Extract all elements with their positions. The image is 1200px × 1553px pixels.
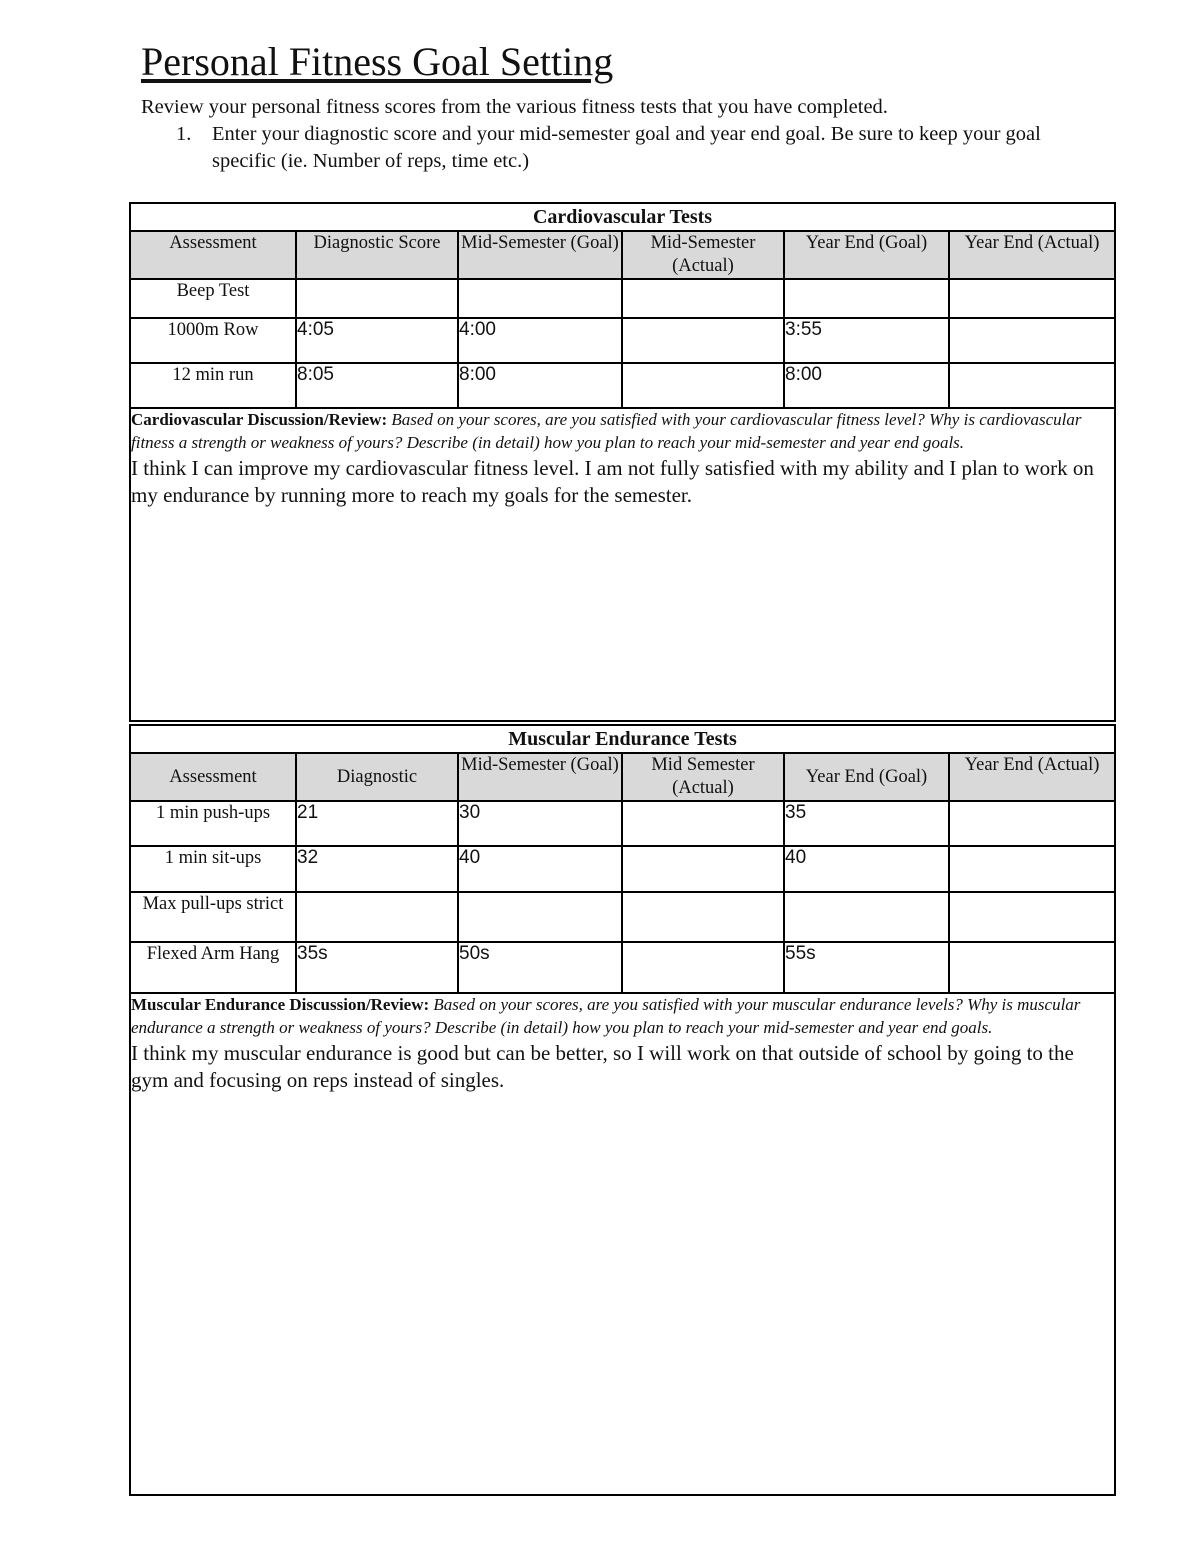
year-end-goal-field[interactable]: 35 xyxy=(784,801,949,846)
mid-goal-field[interactable]: 30 xyxy=(458,801,622,846)
mid-goal-field[interactable] xyxy=(458,279,622,318)
muscular-endurance-discussion[interactable] xyxy=(130,993,1115,1495)
assessment-label: 12 min run xyxy=(130,363,296,408)
assessment-label: Beep Test xyxy=(130,279,296,318)
cardiovascular-heading: Cardiovascular Tests xyxy=(130,203,1115,231)
mid-goal-field[interactable]: 4:00 xyxy=(458,318,622,363)
assessment-label: Flexed Arm Hang xyxy=(130,942,296,993)
column-header: Mid-Semester (Goal) xyxy=(458,231,622,279)
mid-goal-field[interactable]: 50s xyxy=(458,942,622,993)
discussion-answer: I think I can improve my cardiovascular fitness level. I am not fully satisfied with my ability and I plan to work on my endurance by running more to reach my goals for the semester. xyxy=(131,456,1094,507)
mid-goal-field[interactable]: 8:00 xyxy=(458,363,622,408)
assessment-label: 1000m Row xyxy=(130,318,296,363)
cardiovascular-table xyxy=(129,202,1116,722)
discussion-label: Cardiovascular Discussion/Review: xyxy=(131,410,388,429)
year-end-actual-field[interactable] xyxy=(949,846,1115,892)
discussion-question: Based on your scores, are you satisfied with your muscular endurance levels? Why is muscular endurance a strength or weakness of yours? Describe (in detail) how you plan to reach your mid-semester and year end goals. xyxy=(131,995,1081,1037)
year-end-actual-field[interactable] xyxy=(949,892,1115,942)
diagnostic-field[interactable]: 32 xyxy=(296,846,458,892)
diagnostic-field[interactable] xyxy=(296,892,458,942)
year-end-actual-field[interactable] xyxy=(949,801,1115,846)
year-end-goal-field[interactable]: 55s xyxy=(784,942,949,993)
column-header: Mid Semester (Actual) xyxy=(622,753,784,801)
mid-actual-field[interactable] xyxy=(622,892,784,942)
table-row xyxy=(130,279,1115,318)
mid-goal-field[interactable]: 40 xyxy=(458,846,622,892)
column-header: Diagnostic Score xyxy=(296,231,458,279)
table-row xyxy=(130,892,1115,942)
mid-actual-field[interactable] xyxy=(622,318,784,363)
year-end-goal-field[interactable]: 8:00 xyxy=(784,363,949,408)
diagnostic-field[interactable]: 21 xyxy=(296,801,458,846)
assessment-label: Max pull-ups strict xyxy=(130,892,296,942)
column-header: Mid-Semester (Goal) xyxy=(458,753,622,801)
assessment-label: 1 min push-ups xyxy=(130,801,296,846)
year-end-goal-field[interactable] xyxy=(784,892,949,942)
step-number: 1. xyxy=(176,123,192,145)
column-header: Year End (Goal) xyxy=(784,231,949,279)
mid-actual-field[interactable] xyxy=(622,942,784,993)
muscular-endurance-heading: Muscular Endurance Tests xyxy=(130,725,1115,753)
table-row xyxy=(130,846,1115,892)
discussion-prompt xyxy=(131,409,1114,454)
mid-actual-field[interactable] xyxy=(622,279,784,318)
column-header: Year End (Actual) xyxy=(949,231,1115,279)
diagnostic-field[interactable]: 35s xyxy=(296,942,458,993)
year-end-actual-field[interactable] xyxy=(949,942,1115,993)
column-header: Assessment xyxy=(130,753,296,801)
intro-text: Review your personal fitness scores from the various fitness tests that you have completed. xyxy=(141,96,888,118)
step-text: Enter your diagnostic score and your mid-semester goal and year end goal. Be sure to keep your goal specific (ie. Number of reps, time etc.) xyxy=(212,123,1041,172)
discussion-answer: I think my muscular endurance is good but can be better, so I will work on that outside of school by going to the gym and focusing on reps instead of singles. xyxy=(131,1041,1074,1092)
year-end-actual-field[interactable] xyxy=(949,363,1115,408)
column-header: Year End (Actual) xyxy=(949,753,1115,801)
mid-goal-field[interactable] xyxy=(458,892,622,942)
year-end-goal-field[interactable]: 3:55 xyxy=(784,318,949,363)
discussion-label: Muscular Endurance Discussion/Review: xyxy=(131,995,430,1014)
column-header: Mid-Semester (Actual) xyxy=(622,231,784,279)
year-end-actual-field[interactable] xyxy=(949,318,1115,363)
mid-actual-field[interactable] xyxy=(622,846,784,892)
table-row xyxy=(130,942,1115,993)
cardiovascular-discussion[interactable] xyxy=(130,408,1115,721)
column-header: Diagnostic xyxy=(296,753,458,801)
diagnostic-field[interactable]: 4:05 xyxy=(296,318,458,363)
table-row xyxy=(130,801,1115,846)
discussion-question: Based on your scores, are you satisfied with your cardiovascular fitness level? Why is cardiovascular fitness a strength or weakness of yours? Describe (in detail) how you plan to reach your mid-semester and year end goals. xyxy=(131,410,1082,452)
year-end-goal-field[interactable] xyxy=(784,279,949,318)
column-header: Assessment xyxy=(130,231,296,279)
mid-actual-field[interactable] xyxy=(622,363,784,408)
year-end-actual-field[interactable] xyxy=(949,279,1115,318)
table-row xyxy=(130,318,1115,363)
page-title: Personal Fitness Goal Setting xyxy=(141,39,614,84)
discussion-prompt xyxy=(131,994,1114,1039)
muscular-endurance-table xyxy=(129,724,1116,1496)
diagnostic-field[interactable]: 8:05 xyxy=(296,363,458,408)
mid-actual-field[interactable] xyxy=(622,801,784,846)
column-header: Year End (Goal) xyxy=(784,753,949,801)
assessment-label: 1 min sit-ups xyxy=(130,846,296,892)
year-end-goal-field[interactable]: 40 xyxy=(784,846,949,892)
table-row xyxy=(130,363,1115,408)
diagnostic-field[interactable] xyxy=(296,279,458,318)
